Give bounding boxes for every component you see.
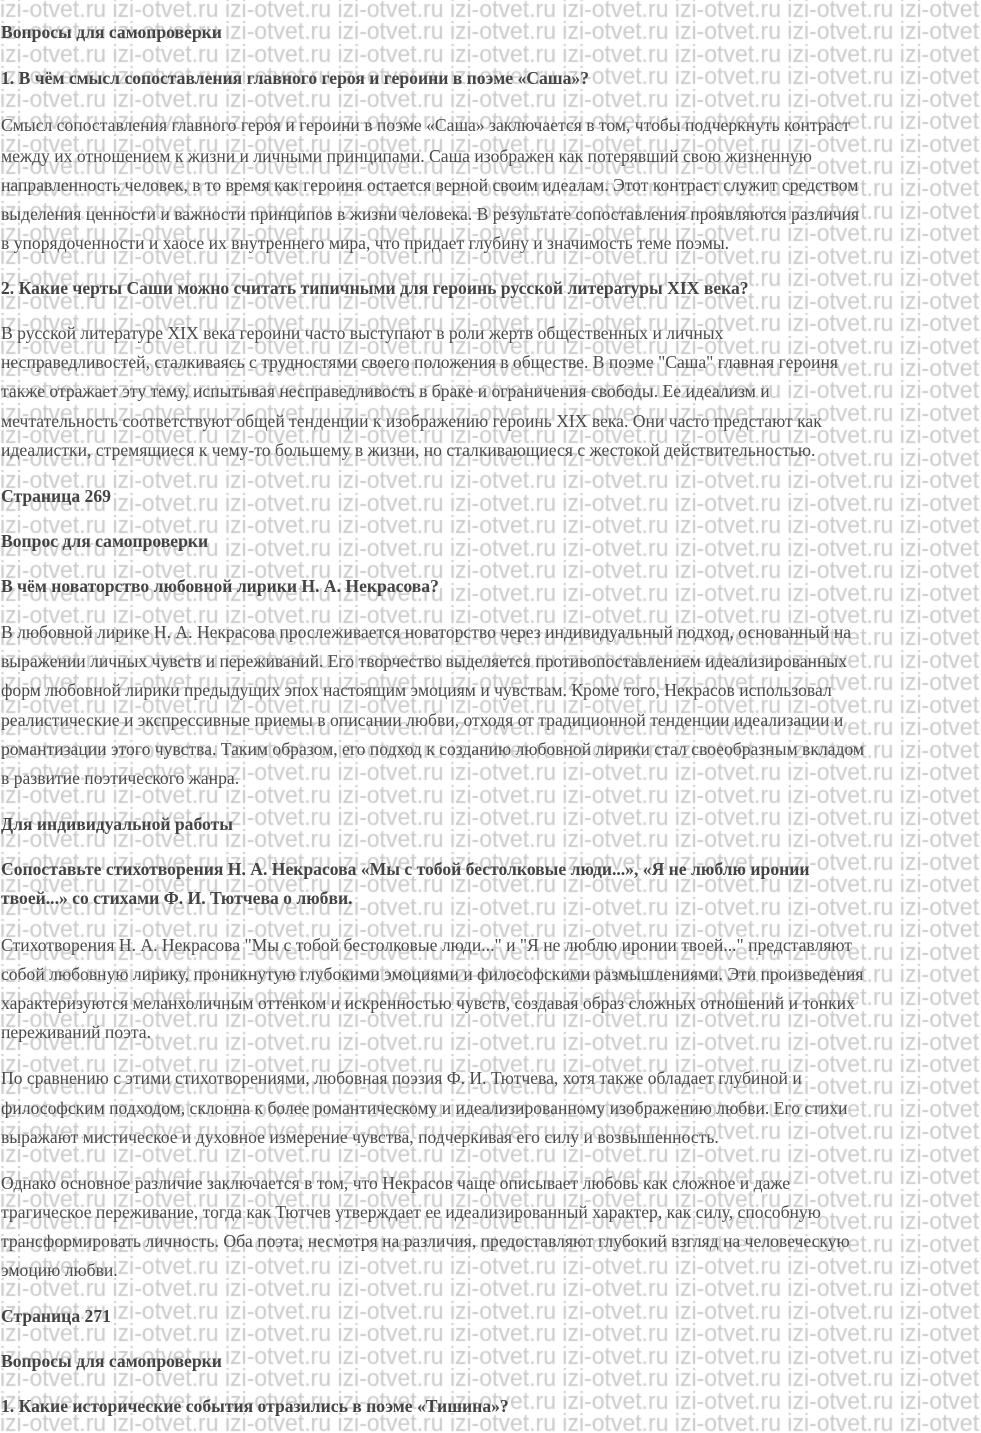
paragraph-line: идеалистки, стремящиеся к чему-то большему в жизни, но сталкивающиеся с жестокой действительностью. [1, 440, 816, 460]
paragraph-line: Смысл сопоставления главного героя и героини в поэме «Саша» заключается в том, чтобы подчеркнуть контраст [1, 115, 850, 135]
paragraph-line: Стихотворения Н. А. Некрасова "Мы с тобой бестолковые люди..." и "Я не люблю иронии твоей..." представляют [1, 935, 852, 955]
paragraph-line: направленность человек, в то время как героиня остается верной своим идеалам. Этот контраст служит средством [1, 175, 859, 195]
section-heading: 1. В чём смысл сопоставления главного героя и героини в поэме «Саша»? [1, 68, 589, 88]
section-heading: 2. Какие черты Саши можно считать типичными для героинь русской литературы XIX века? [1, 278, 749, 298]
paragraph-line: В русской литературе XIX века героини часто выступают в роли жертв общественных и личных [1, 323, 724, 343]
paragraph-line: В любовной лирике Н. А. Некрасова прослеживается новаторство через индивидуальный подход, основанный на [1, 622, 852, 642]
paragraph-line: в упорядоченности и хаосе их внутреннего мира, что придает глубину и значимость теме поэмы. [1, 233, 730, 253]
paragraph-line: трансформировать личность. Оба поэта, несмотря на различия, предоставляют глубокий взгляд на человеческую [1, 1231, 850, 1251]
section-heading: В чём новаторство любовной лирики Н. А. Некрасова? [1, 576, 439, 596]
paragraph-line: также отражает эту тему, испытывая несправедливость в браке и ограничения свободы. Ее идеализм и [1, 381, 770, 401]
paragraph-line: между их отношением к жизни и личными принципами. Саша изображен как потерявший свою жизненную [1, 146, 812, 166]
paragraph-line: несправедливостей, сталкиваясь с трудностями своего положения в обществе. В поэме "Саша" главная героиня [1, 352, 838, 372]
section-heading: Страница 269 [1, 486, 111, 506]
section-heading: Сопоставьте стихотворения Н. А. Некрасова «Мы с тобой бестолковые люди...», «Я не люблю иронии [1, 859, 810, 879]
section-heading: твоей...» со стихами Ф. И. Тютчева о любви. [1, 888, 353, 908]
paragraph-line: мечтательность соответствуют общей тенденции к изображению героинь XIX века. Они часто предстают как [1, 411, 822, 431]
paragraph-line: По сравнению с этими стихотворениями, любовная поэзия Ф. И. Тютчева, хотя также обладает глубиной и [1, 1068, 802, 1088]
paragraph-line: философским подходом, склонна к более романтическому и идеализированному изображению любви. Его стихи [1, 1098, 848, 1118]
paragraph-line: выражают мистическое и духовное измерение чувства, подчеркивая его силу и возвышенность. [1, 1127, 719, 1147]
section-heading: Вопрос для самопроверки [1, 531, 209, 551]
paragraph-line: Однако основное различие заключается в том, что Некрасов чаще описывает любовь как сложное и даже [1, 1173, 791, 1193]
section-heading: Вопросы для самопроверки [1, 22, 222, 42]
section-heading: 1. Какие исторические события отразились в поэме «Тишина»? [1, 1396, 509, 1416]
paragraph-line: эмоцию любви. [1, 1260, 118, 1280]
section-heading: Страница 271 [1, 1306, 111, 1326]
paragraph-line: собой любовную лирику, проникнутую глубокими эмоциями и философскими размышлениями. Эти произведения [1, 964, 864, 984]
paragraph-line: выделения ценности и важности принципов в жизни человека. В результате сопоставления проявляются различия [1, 204, 860, 224]
section-heading: Вопросы для самопроверки [1, 1351, 222, 1371]
paragraph-line: форм любовной лирики предыдущих эпох настоящим эмоциям и чувствам. Кроме того, Некрасов использовал [1, 680, 832, 700]
paragraph-line: романтизации этого чувства. Таким образом, его подход к созданию любовной лирики стал своеобразным вкладом [1, 739, 865, 759]
paragraph-line: переживаний поэта. [1, 1022, 152, 1042]
section-heading: Для индивидуальной работы [1, 814, 233, 834]
paragraph-line: трагическое переживание, тогда как Тютчев утверждает ее идеализированный характер, как силу, способную [1, 1202, 821, 1222]
paragraph-line: реалистические и экспрессивные приемы в описании любви, отходя от традиционной тенденции идеализации и [1, 710, 844, 730]
paragraph-line: характеризуются меланхоличным оттенком и искренностью чувств, создавая образ сложных отношений и тонких [1, 993, 855, 1013]
paragraph-line: выражении личных чувств и переживаний. Его творчество выделяется противопоставлением идеализированных [1, 651, 847, 671]
paragraph-line: в развитие поэтического жанра. [1, 768, 240, 788]
